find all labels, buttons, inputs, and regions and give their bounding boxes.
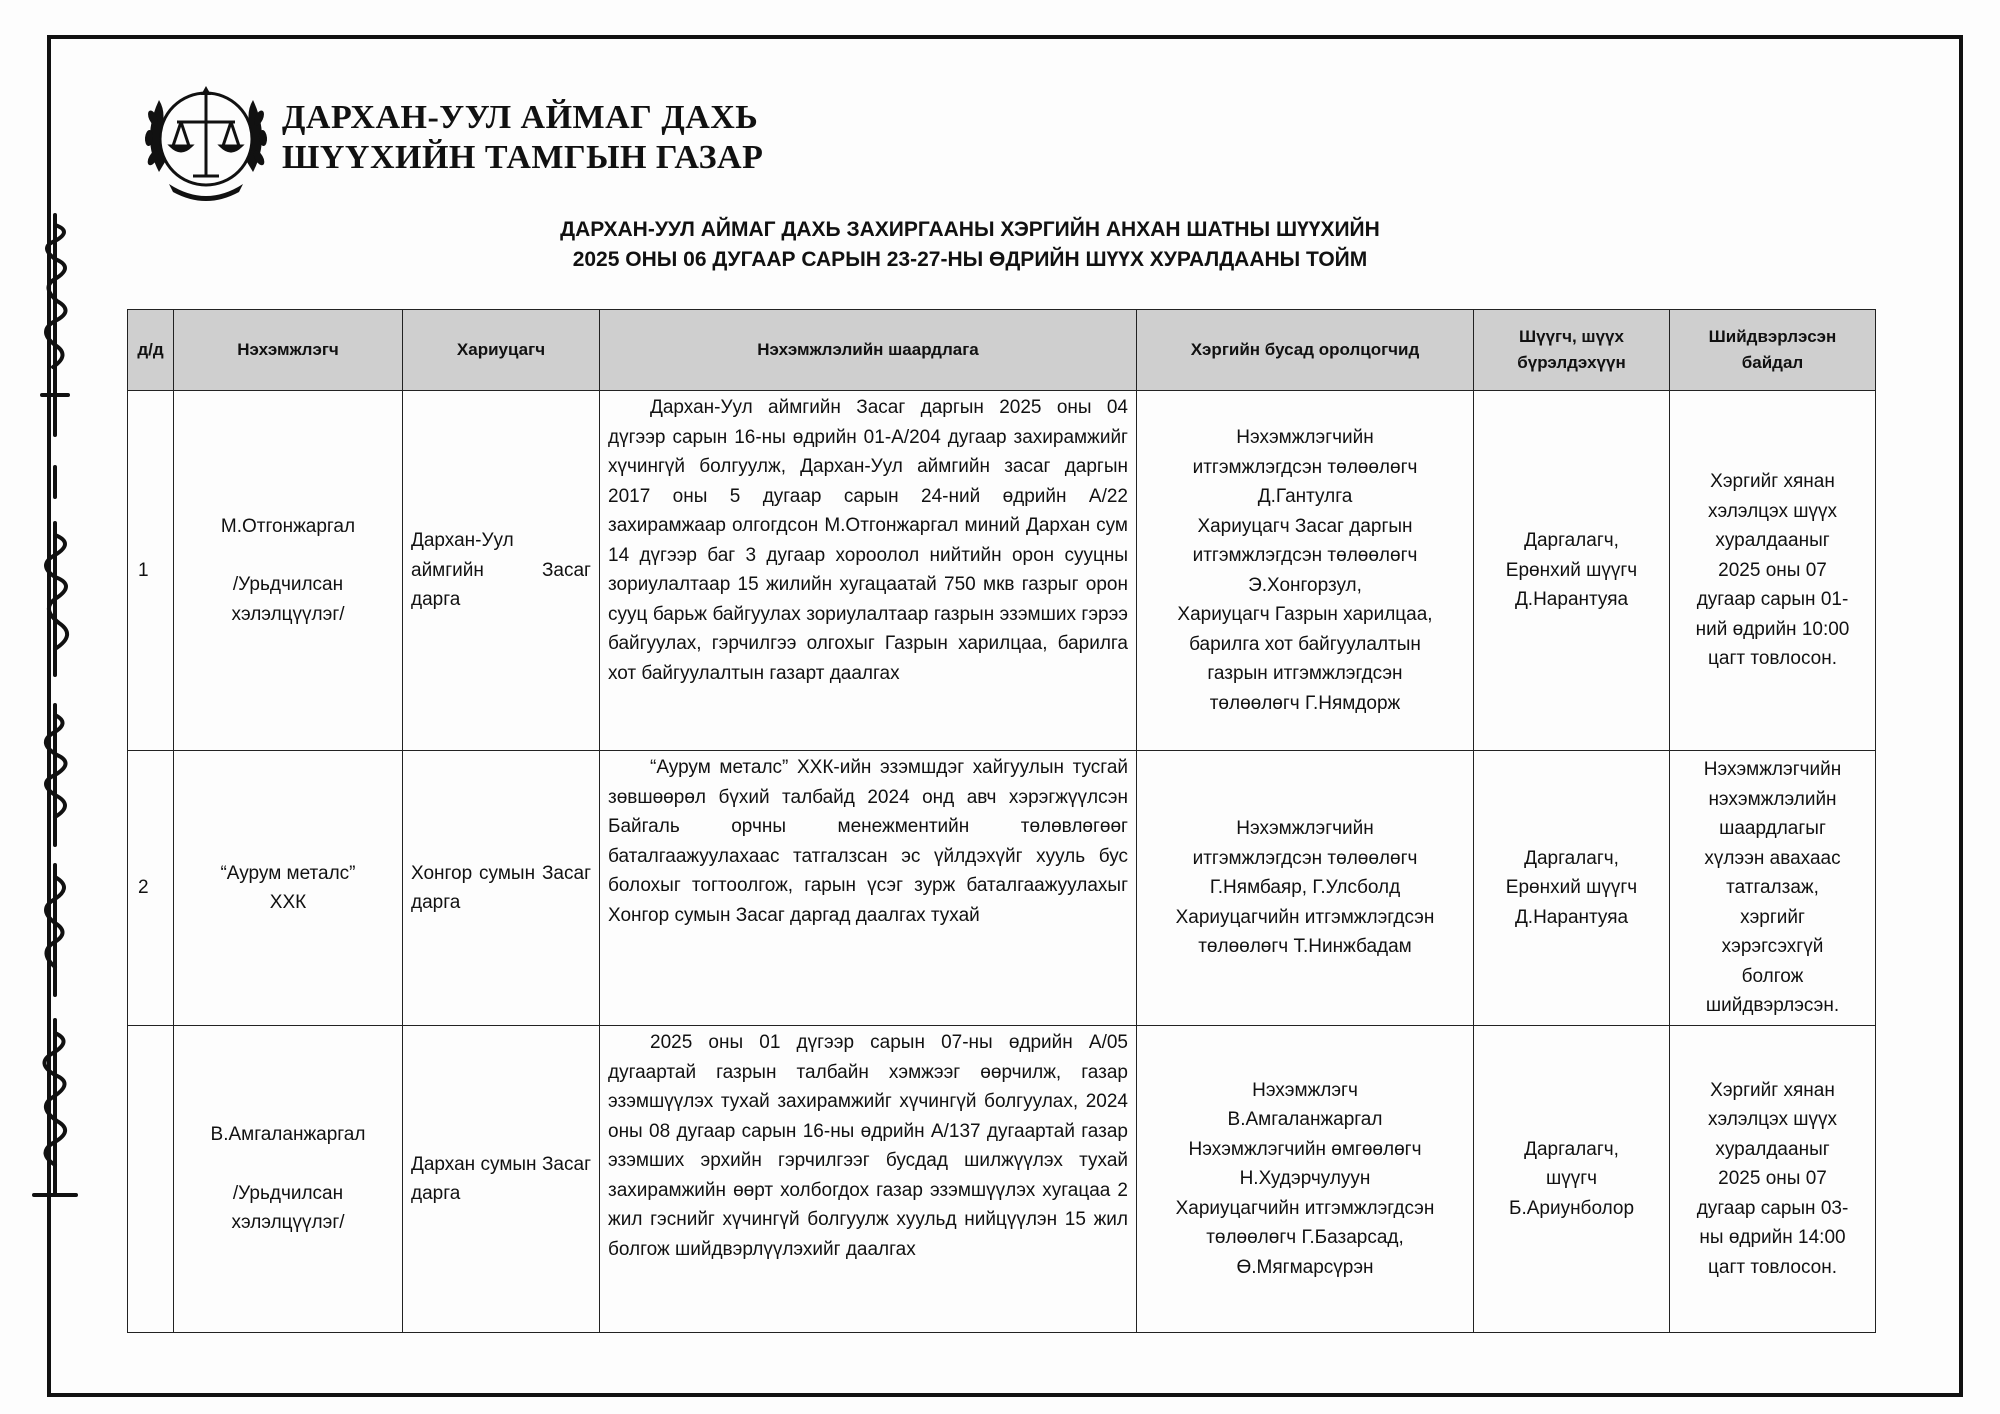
judge-cell — [1474, 1026, 1670, 1333]
decision-line: хэргийг — [1740, 906, 1805, 928]
judge-line: Б.Ариунболор — [1508, 1197, 1635, 1219]
org-name-line-1: ДАРХАН-УУЛ АЙМАГ ДАХЬ — [282, 99, 759, 136]
col-header-claim: Нэхэмжлэлийн шаардлага — [600, 310, 1137, 391]
table-row — [128, 751, 1876, 1026]
plaintiff-line: хэлэлцүүлэг/ — [231, 1212, 345, 1234]
participant-line: Нэхэмжлэгчийн — [1236, 427, 1374, 448]
claim-cell: 2025 оны 01 дүгээр сарын 07-ны өдрийн А/05 дугаартай газрын талбайн хэмжээг өөрчилж, газар эзэмшүүлэх тухай захирамжийг хүчингүй болгуулах, 2024 оны 08 дугаар сарын 16-ны өдрийн А/137 дугаартай газар эзэмших эрхийн гэрчилгээг бусдад шилжүүлэх тухай захирамжийн өөрт холбогдох газар эзэмшүүлэх хугацаа 2 жил гэснийг хүчингүй болгуулж хуульд нийцүүлэн 15 жил болгож шийдвэрлүүлэхийг даалгах — [600, 1026, 1137, 1333]
decision-cell — [1670, 1026, 1876, 1333]
table-row — [128, 391, 1876, 751]
decision-line: дугаар сарын 03- — [1696, 1197, 1849, 1219]
participant-line: Г.Нямбаяр, Г.Улсболд — [1209, 877, 1401, 899]
decision-line: нэхэмжлэлийн — [1708, 788, 1837, 810]
participants-cell — [1137, 751, 1474, 1026]
col-header-judge: Шүүгч, шүүх бүрэлдэхүүн — [1474, 310, 1670, 391]
judge-line: Ерөнхий шүүгч — [1505, 877, 1638, 899]
plaintiff-gap — [182, 1150, 394, 1179]
plaintiff-cell — [174, 1026, 403, 1333]
participant-line: Д.Гантулга — [1257, 486, 1353, 507]
court-emblem-logo — [139, 72, 273, 206]
defendant-cell: Дархан-Уул аймгийн Засаг дарга — [403, 391, 600, 751]
plaintiff-gap — [182, 541, 394, 570]
plaintiff-line: “Аурум металс” — [220, 862, 356, 884]
organization-name — [282, 98, 882, 178]
participant-line: Н.Худэрчулуун — [1239, 1168, 1371, 1190]
row-number: 2 — [128, 751, 174, 1026]
participants-cell — [1137, 1026, 1474, 1333]
participant-line: төлөөлөгч Г.Базарсад, — [1206, 1227, 1404, 1249]
defendant-cell: Хонгор сумын Засаг дарга — [403, 751, 600, 1026]
participant-line: төлөөлөгч Г.Нямдорж — [1209, 692, 1401, 714]
col-header-decision: Шийдвэрлэсэн байдал — [1670, 310, 1876, 391]
judge-cell — [1474, 751, 1670, 1026]
decision-line: дугаар сарын 01- — [1696, 589, 1849, 611]
decision-line: цагт товлосон. — [1708, 1256, 1837, 1278]
judge-line: Даргалагч, — [1524, 1138, 1619, 1160]
claim-cell: “Аурум металс” ХХК-ийн эзэмшдэг хайгуулын тусгай зөвшөөрөл бүхий талбайд 2024 онд авч хэрэгжүүлсэн Байгаль орчны менежментийн төлөвлөгөөг баталгаажуулахаас татгалзсан эс үйлдэхүйг хууль бус болохыг тогтоолгож, гарын үсэг зурж баталгаажуулахыг Хонгор сумын Засаг даргад даалгах тухай — [600, 751, 1137, 1026]
participants-cell — [1137, 391, 1474, 751]
plaintiff-line: М.Отгонжаргал — [220, 515, 356, 537]
participant-line: Ө.Мягмарсүрэн — [1236, 1256, 1374, 1278]
decision-line: цагт товлосон. — [1708, 648, 1837, 670]
decision-line: хэрэгсэхгүй — [1721, 936, 1824, 958]
defendant-cell: Дархан сумын Засаг дарга — [403, 1026, 600, 1333]
title-line-2: 2025 ОНЫ 06 ДУГААР САРЫН 23-27-НЫ ӨДРИЙН ШҮҮХ ХУРАЛДААНЫ ТОЙМ — [572, 248, 1368, 271]
decision-line: Хэргийг хянан — [1710, 471, 1835, 493]
participant-line: Хариуцагч Засаг даргын — [1197, 515, 1413, 537]
participant-line: Нэхэмжлэгчийн өмгөөлөгч — [1188, 1138, 1422, 1160]
participant-line: төлөөлөгч Т.Нинжбадам — [1198, 936, 1412, 958]
participant-line: итгэмжлэгдсэн төлөөлөгч — [1192, 545, 1418, 566]
judge-line: Ерөнхий шүүгч — [1505, 559, 1638, 581]
judge-line: шүүгч — [1545, 1168, 1598, 1190]
participant-line: Хариуцагчийн итгэмжлэгдсэн — [1175, 1197, 1435, 1219]
decision-line: хэлэлцэх шүүх — [1707, 1109, 1838, 1131]
table-header-row — [128, 310, 1876, 391]
plaintiff-cell — [174, 391, 403, 751]
decision-line: ний өдрийн 10:00 — [1695, 618, 1850, 640]
judge-line: Даргалагч, — [1524, 530, 1619, 552]
col-header-defendant: Хариуцагч — [403, 310, 600, 391]
decision-line: хэлэлцэх шүүх — [1707, 500, 1838, 522]
hearings-table — [127, 309, 1876, 1333]
judge-line: Д.Нарантуяа — [1514, 906, 1629, 928]
decision-line: Нэхэмжлэгчийн — [1703, 759, 1842, 781]
participant-line: газрын итгэмжлэгдсэн — [1207, 663, 1403, 684]
participant-line: Нэхэмжлэгчийн — [1236, 818, 1374, 840]
plaintiff-line: /Урьдчилсан — [232, 574, 344, 596]
row-number: 1 — [128, 391, 174, 751]
participant-line: итгэмжлэгдсэн төлөөлөгч — [1192, 847, 1418, 869]
plaintiff-line: В.Амгаланжаргал — [210, 1124, 366, 1146]
col-header-plaintiff: Нэхэмжлэгч — [174, 310, 403, 391]
col-header-number: д/д — [128, 310, 174, 391]
plaintiff-line: ХХК — [269, 892, 307, 913]
participant-line: Хариуцагч Газрын харилцаа, — [1177, 604, 1433, 625]
decision-line: хуралдааныг — [1715, 530, 1830, 552]
org-name-line-2: ШҮҮХИЙН ТАМГЫН ГАЗАР — [282, 139, 764, 176]
decision-line: болгож — [1741, 965, 1804, 987]
decision-line: шаардлагыг — [1719, 818, 1826, 840]
decision-line: Хэргийг хянан — [1710, 1079, 1835, 1101]
plaintiff-line: /Урьдчилсан — [232, 1182, 344, 1204]
document-title — [300, 215, 1640, 275]
plaintiff-cell — [174, 751, 403, 1026]
decision-cell — [1670, 391, 1876, 751]
decision-line: 2025 оны 07 — [1718, 559, 1827, 581]
decision-line: шийдвэрлэсэн. — [1705, 995, 1840, 1017]
participant-line: В.Амгаланжаргал — [1227, 1109, 1383, 1131]
decision-line: татгалзаж, — [1726, 877, 1819, 899]
claim-cell: Дархан-Уул аймгийн Засаг даргын 2025 оны 04 дүгээр сарын 16-ны өдрийн 01-А/204 дугаар захирамжийг хүчингүй болгуулж, Дархан-Уул аймгийн засаг даргын 2017 оны 5 дугаар сарын 24-ний өдрийн А/22 захирамжаар олгогдсон М.Отгонжаргал миний Дархан сум 14 дүгээр баг 3 дугаар хороолол нийтийн орон сууцны зориулалтаар 15 жилийн хугацаатай 750 мкв газрыг орон сууц барьж байгуулах зориулалтаар газрын эзэмших гэрээ байгуулах, гэрчилгээ олгохыг Газрын харилцаа, барилга хот байгуулалтын газарт даалгах — [600, 391, 1137, 751]
participant-line: Нэхэмжлэгч — [1252, 1079, 1358, 1101]
plaintiff-line: хэлэлцүүлэг/ — [231, 603, 345, 625]
participant-line: Хариуцагчийн итгэмжлэгдсэн — [1175, 906, 1435, 928]
judge-cell — [1474, 391, 1670, 751]
decision-line: хүлээн авахаас — [1704, 847, 1841, 869]
decision-line: ны өдрийн 14:00 — [1699, 1227, 1846, 1249]
col-header-participants: Хэргийн бусад оролцогчид — [1137, 310, 1474, 391]
judge-line: Даргалагч, — [1524, 847, 1619, 869]
participant-line: итгэмжлэгдсэн төлөөлөгч — [1192, 456, 1418, 478]
decision-cell — [1670, 751, 1876, 1026]
judge-line: Д.Нарантуяа — [1514, 589, 1629, 611]
decision-line: хуралдааныг — [1715, 1138, 1830, 1160]
table-row — [128, 1026, 1876, 1333]
mongolian-script-inscription — [22, 205, 88, 1210]
participant-line: барилга хот байгуулалтын — [1189, 633, 1421, 655]
participant-line: Э.Хонгорзул, — [1248, 574, 1362, 596]
title-line-1: ДАРХАН-УУЛ АЙМАГ ДАХЬ ЗАХИРГААНЫ ХЭРГИЙН АНХАН ШАТНЫ ШҮҮХИЙН — [560, 218, 1380, 241]
decision-line: 2025 оны 07 — [1718, 1168, 1827, 1190]
row-number — [128, 1026, 174, 1333]
